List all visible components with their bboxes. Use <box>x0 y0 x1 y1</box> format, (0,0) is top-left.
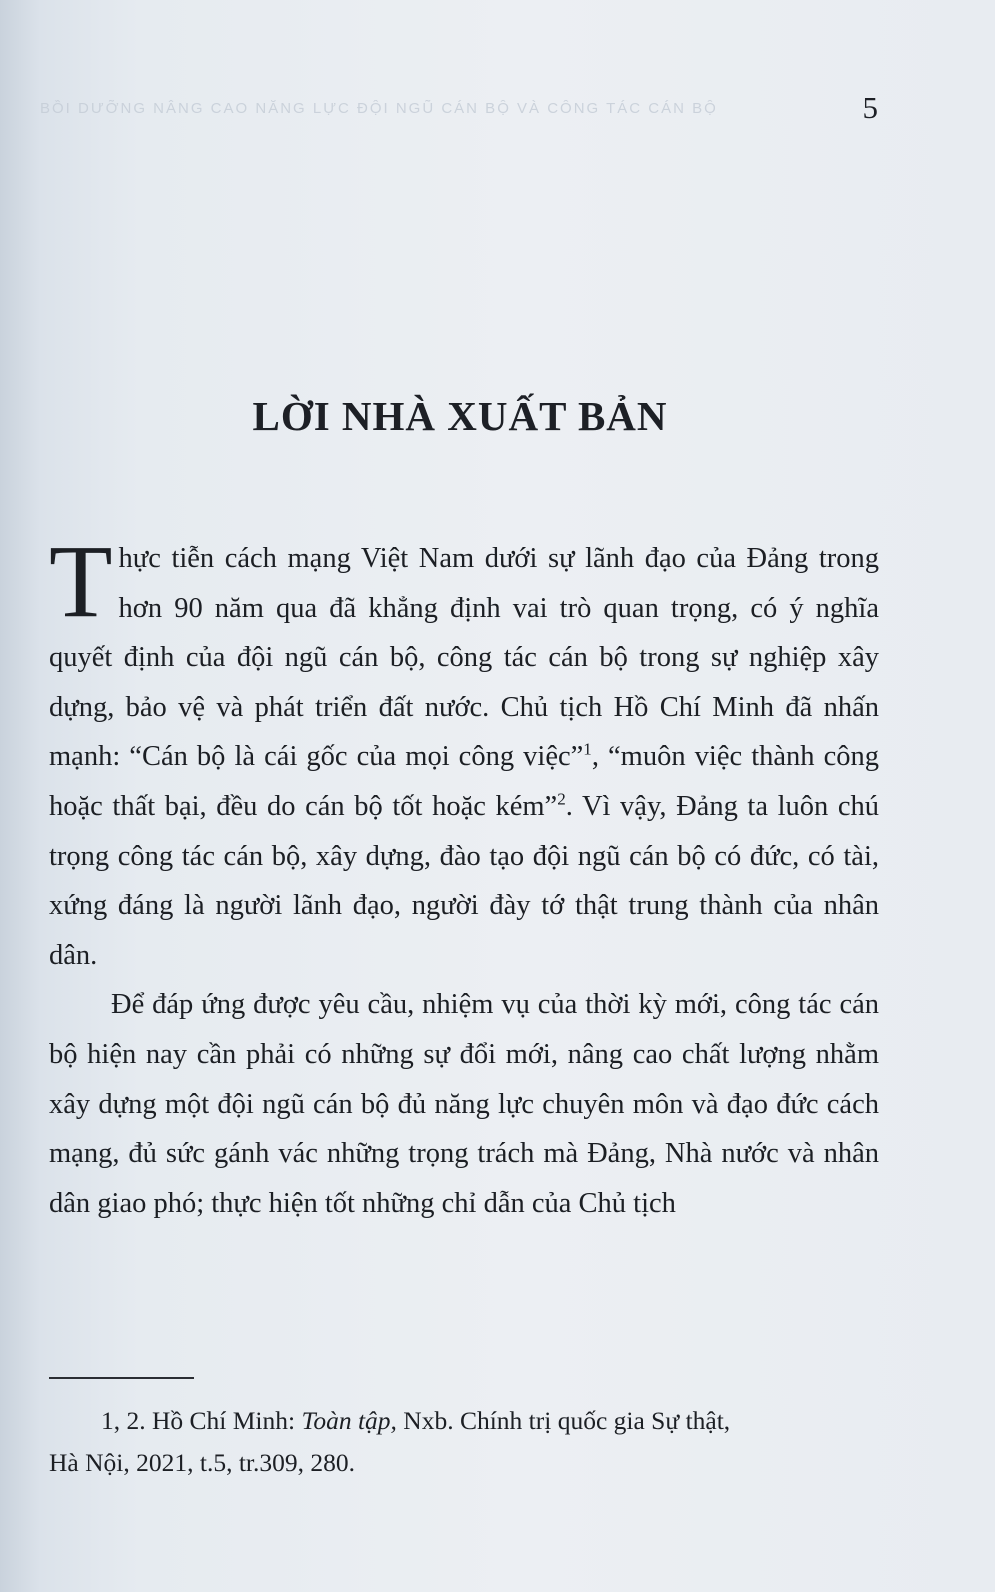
running-head: BỒI DƯỠNG NÂNG CAO NĂNG LỰC ĐỘI NGŨ CÁN BỘ VÀ CÔNG TÁC CÁN BỘ <box>40 100 718 117</box>
footnote-prefix: 1, 2. Hồ Chí Minh: <box>101 1406 302 1435</box>
footnote-publisher: Nxb. Chính trị quốc gia Sự thật, <box>396 1406 731 1435</box>
footnote-line-1 <box>49 1400 879 1442</box>
drop-cap: T <box>49 524 113 639</box>
paragraph-1-text-b: , “muôn việc thành công hoặc thất bại, đều do cán bộ tốt hoặc kém” <box>49 741 879 822</box>
paragraph-2: Để đáp ứng được yêu cầu, nhiệm vụ của thời kỳ mới, công tác cán bộ hiện nay cần phải có những sự đổi mới, nâng cao chất lượng nhằm xây dựng một đội ngũ cán bộ đủ năng lực chuyên môn và đạo đức cách mạng, đủ sức gánh vác những trọng trách mà Đảng, Nhà nước và nhân dân giao phó; thực hiện tốt những chỉ dẫn của Chủ tịch <box>49 989 879 1219</box>
page-title: LỜI NHÀ XUẤT BẢN <box>252 393 668 439</box>
footnote-ref-2: 2 <box>557 789 566 809</box>
footnote-divider <box>49 1377 194 1379</box>
footnote <box>49 1400 879 1484</box>
paragraph-1-text-c: . Vì vậy, Đảng ta luôn chú trọng công tác cán bộ, xây dựng, đào tạo đội ngũ cán bộ có đức, có tài, xứng đáng là người lãnh đạo, người đày tớ thật trung thành của nhân dân. <box>49 790 880 971</box>
body-text <box>49 524 880 1228</box>
paragraph-1 <box>49 524 880 980</box>
page-number: 5 <box>862 90 878 125</box>
footnote-book-title: Toàn tập, <box>301 1406 397 1435</box>
footnote-ref-1: 1 <box>583 739 592 759</box>
paragraph-1-text-a: hực tiễn cách mạng Việt Nam dưới sự lãnh đạo của Đảng trong hơn 90 năm qua đã khẳng định vai trò quan trọng, có ý nghĩa quyết định của đội ngũ cán bộ, công tác cán bộ trong sự nghiệp xây dựng, bảo vệ và phát triển đất nước. Chủ tịch Hồ Chí Minh đã nhấn mạnh: “Cán bộ là cái gốc của mọi công việc” <box>49 543 879 773</box>
footnote-line-2: Hà Nội, 2021, t.5, tr.309, 280. <box>49 1448 355 1477</box>
